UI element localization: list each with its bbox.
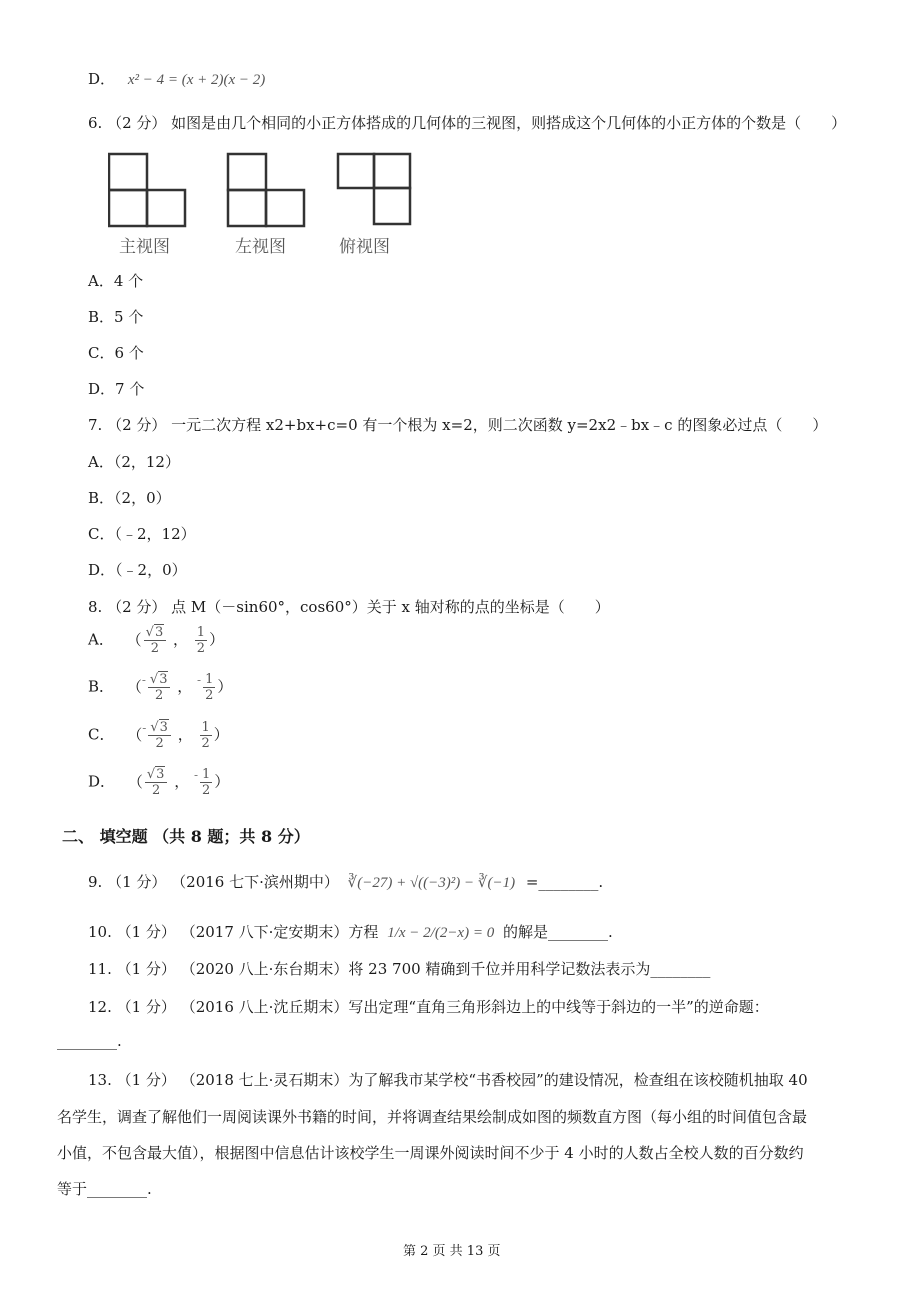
top-view-square — [338, 154, 374, 188]
q13-line2: 名学生，调查了解他们一周阅读课外书籍的时间，并将调查结果绘制成如图的频数直方图（每小组的时间值包含最 — [57, 1108, 808, 1126]
top-view-square — [374, 188, 410, 224]
option-label: B． — [88, 677, 115, 696]
q8-option: A． （ $\frac{√3}{2}$ ， $\frac{1}{2}$ ） — [88, 625, 225, 656]
q9-formula: ∛(−27) + √((−3)²) − ∛(−1) — [347, 875, 516, 891]
q9-prefix: 9. （1 分） （2016 七下·滨州期中） — [88, 873, 339, 891]
q7-stem: 7. （2 分） 一元二次方程 x2+bx+c=0 有一个根为 x=2，则二次函数 y=2x2﹣bx﹣c 的图象必过点（ ） — [88, 416, 828, 434]
y-sign: - — [197, 673, 202, 687]
frac-denominator: 2 — [151, 783, 161, 798]
q12-line1: 12. （1 分） （2016 八上·沈丘期末）写出定理“直角三角形斜边上的中线等于斜边的一半”的逆命题： — [88, 998, 769, 1016]
sqrt-radicand: 3 — [159, 672, 168, 687]
option-label: A． — [88, 630, 114, 649]
frac-denominator: 2 — [196, 641, 206, 656]
q9 — [88, 871, 603, 892]
q8-option: B． （- $\frac{√3}{2}$ ， - $\frac{1}{2}$ ） — [88, 672, 233, 703]
x-sign: - — [142, 721, 147, 735]
frac-numerator: 1 — [202, 767, 211, 782]
sqrt-radicand: 3 — [159, 720, 168, 735]
frac-numerator: 1 — [205, 672, 214, 687]
q7-option-d: D．（﹣2，0） — [88, 561, 187, 579]
frac-denominator: 2 — [150, 641, 160, 656]
q7-option-a: A．（2，12） — [88, 453, 180, 471]
q8-option: C． （- $\frac{√3}{2}$ ， $\frac{1}{2}$ ） — [88, 720, 229, 751]
frac-denominator: 2 — [202, 783, 211, 798]
page-footer: 第 2 页 共 13 页 — [403, 1244, 501, 1259]
q10-suffix: 的解是________. — [503, 923, 613, 941]
frac-denominator: 2 — [155, 688, 164, 703]
q13-line4: 等于________. — [57, 1180, 152, 1198]
left-view-square — [266, 190, 304, 226]
top-view-label: 俯视图 — [339, 237, 390, 257]
top-view-square — [374, 154, 410, 188]
q11: 11. （1 分） （2020 八上·东台期末）将 23 700 精确到千位并用科学记数法表示为________ — [88, 960, 711, 978]
left-view-label: 左视图 — [235, 237, 286, 257]
front-view-square — [147, 190, 185, 226]
q6-stem: 6. （2 分） 如图是由几个相同的小正方体搭成的几何体的三视图，则搭成这个几何体的小正方体的个数是（ ） — [88, 114, 847, 132]
option-label: D． — [88, 70, 116, 88]
three-views-figure — [108, 150, 418, 230]
q13-line3: 小值，不包含最大值），根据图中信息估计该校学生一周课外阅读时间不少于 4 小时的人数占全校人数的百分数约 — [57, 1144, 804, 1162]
q6-option-b: B．5 个 — [88, 308, 144, 326]
q8-stem: 8. （2 分） 点 M（－sin60°，cos60°）关于 x 轴对称的点的坐标是（ ） — [88, 598, 610, 616]
q10 — [88, 921, 613, 942]
q6-option-c: C．6 个 — [88, 344, 144, 362]
frac-denominator: 2 — [155, 736, 164, 751]
q12-line2: ________. — [57, 1032, 122, 1050]
q6-option-a: A．4 个 — [88, 272, 144, 290]
q13-line1: 13. （1 分） （2018 七上·灵石期末）为了解我市某学校“书香校园”的建设情况，检查组在该校随机抽取 40 — [88, 1071, 808, 1089]
option-formula: x² − 4 = (x + 2)(x − 2) — [127, 72, 266, 88]
q7-option-c: C．（﹣2，12） — [88, 525, 196, 543]
q9-suffix: =________. — [525, 873, 604, 891]
left-view-square — [228, 154, 266, 190]
left-view-square — [228, 190, 266, 226]
frac-numerator: 1 — [201, 720, 210, 735]
frac-denominator: 2 — [201, 736, 210, 751]
x-sign: - — [141, 673, 146, 687]
sqrt-radicand: 3 — [156, 767, 165, 782]
q7-option-b: B．（2，0） — [88, 489, 171, 507]
sqrt-radicand: 3 — [154, 625, 164, 640]
frac-denominator: 2 — [205, 688, 214, 703]
front-view-square — [109, 154, 147, 190]
front-view-label: 主视图 — [119, 237, 170, 257]
frac-numerator: 1 — [196, 625, 206, 640]
q10-prefix: 10. （1 分） （2017 八下·定安期末）方程 — [88, 923, 379, 941]
option-label: D． — [88, 772, 116, 791]
option-label: C． — [88, 725, 115, 744]
front-view-square — [109, 190, 147, 226]
q10-formula: 1/x − 2/(2−x) = 0 — [387, 925, 495, 941]
q5-option-d — [88, 68, 265, 89]
y-sign: - — [193, 768, 199, 782]
q8-option: D． （ $\frac{√3}{2}$ ， - $\frac{1}{2}$ ） — [88, 767, 230, 798]
q6-option-d: D．7 个 — [88, 380, 145, 398]
section-title: 二、 填空题 （共 8 题；共 8 分） — [62, 827, 310, 846]
